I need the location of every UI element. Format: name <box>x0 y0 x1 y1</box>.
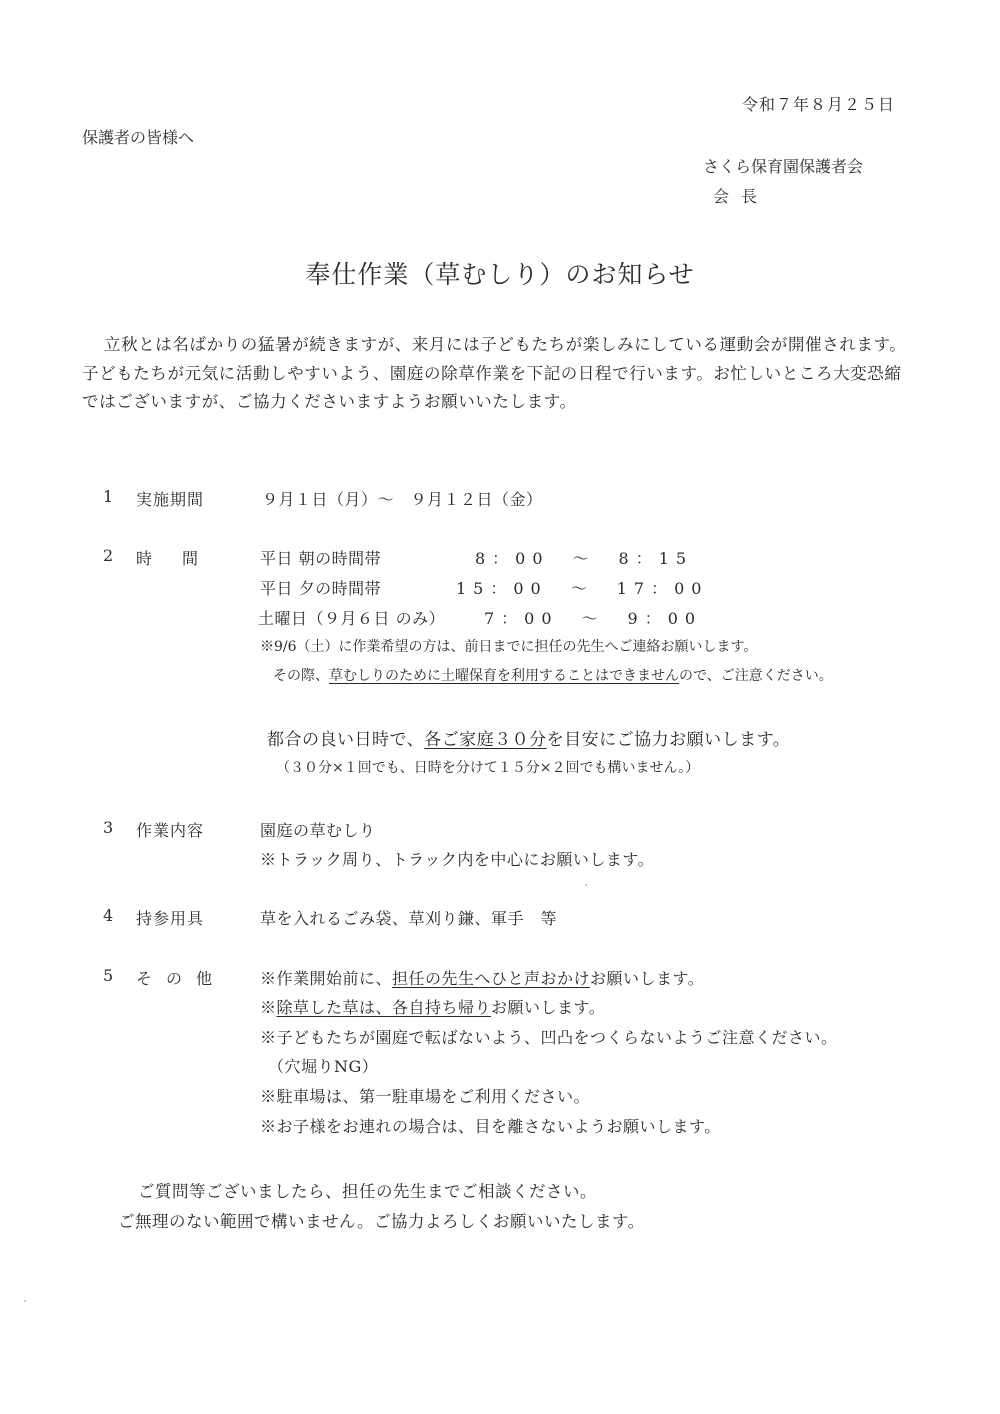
item-label-work: 作業内容 <box>136 821 205 840</box>
item-label-time: 時間 <box>136 549 229 568</box>
schedule-label-morning: 平日 朝の時間帯 <box>260 549 382 568</box>
schedule-time-evening: 15：00 ～ 17：00 <box>456 579 709 598</box>
item-label-period: 実施期間 <box>136 490 205 509</box>
item-label-tools: 持参用具 <box>136 909 205 928</box>
recipient-line: 保護者の皆様へ <box>82 128 195 147</box>
other-note-children: ※お子様をお連れの場合は、目を離さないようお願いします。 <box>260 1117 721 1136</box>
document-date: 令和７年８月２５日 <box>742 95 896 114</box>
schedule-time-morning: 8：00 ～ 8：15 <box>475 549 694 568</box>
item-number: 1 <box>103 487 114 506</box>
scan-speck <box>585 884 587 886</box>
other-note-ground: ※子どもたちが園庭で転ばないよう、凹凸をつくらないようご注意ください。 <box>260 1028 838 1047</box>
item-number: 4 <box>103 906 114 925</box>
schedule-label-evening: 平日 夕の時間帯 <box>260 579 382 598</box>
item-number: 2 <box>103 546 114 565</box>
saturday-caution: その際、草むしりのために土曜保育を利用することはできませんので、ご注意ください。 <box>273 668 833 684</box>
item-number: 3 <box>103 818 114 837</box>
closing-thanks: ご無理のない範囲で構いません。ご協力よろしくお願いいたします。 <box>118 1212 645 1231</box>
sender-organization: さくら保育園保護者会 <box>703 157 864 176</box>
item-number: 5 <box>103 966 114 985</box>
saturday-note: ※9/6（土）に作業希望の方は、前日までに担任の先生へご連絡お願いします。 <box>260 639 758 655</box>
work-content: 園庭の草むしり <box>260 821 376 840</box>
time-guideline: 都合の良い日時で、各ご家庭３０分を目安にご協力お願いします。 <box>267 730 791 750</box>
other-note-greeting: ※作業開始前に、担任の先生へひと声おかけお願いします。 <box>260 969 705 988</box>
intro-paragraph: 立秋とは名ばかりの猛暑が続きますが、来月には子どもたちが楽しみにしている運動会が開催されます。子どもたちが元気に活動しやすいよう、園庭の除草作業を下記の日程で行います。お忙しいところ大変恐縮ではございますが、ご協力くださいますようお願いいたします。 <box>82 335 907 411</box>
tools-list: 草を入れるごみ袋、草刈り鎌、軍手 等 <box>260 909 558 928</box>
item-label-other: その他 <box>136 969 227 988</box>
scan-speck <box>24 1300 26 1302</box>
sender-title: 会長 <box>713 187 770 206</box>
schedule-label-saturday: 土曜日（９月６日 のみ） <box>258 609 446 628</box>
other-note-take-home: ※除草した草は、各自持ち帰りお願いします。 <box>260 998 606 1017</box>
time-guideline-note: （３０分×１回でも、日時を分けて１５分×２回でも構いません。） <box>276 760 700 776</box>
document-title: 奉仕作業（草むしり）のお知らせ <box>305 260 695 289</box>
work-focus-note: ※トラック周り、トラック内を中心にお願いします。 <box>260 850 655 869</box>
other-note-parking: ※駐車場は、第一駐車場をご利用ください。 <box>260 1087 591 1106</box>
other-note-no-holes: （穴堀りNG） <box>268 1057 379 1076</box>
period-value: ９月１日（月）～ ９月１２日（金） <box>262 490 543 509</box>
schedule-time-saturday: 7：00 ～ 9：00 <box>484 609 703 628</box>
closing-questions: ご質問等ございましたら、担任の先生までご相談ください。 <box>138 1182 597 1201</box>
